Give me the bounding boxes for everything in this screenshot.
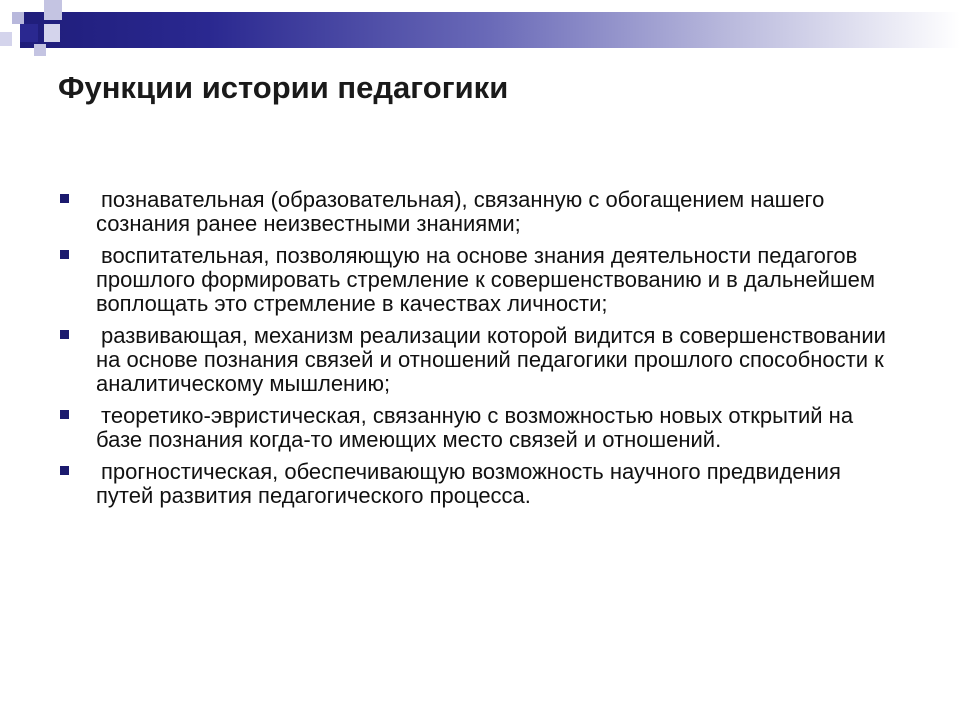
decor-square: [44, 0, 62, 20]
square-bullet-icon: [60, 330, 69, 339]
bullet-list: [58, 188, 888, 516]
list-item: [58, 188, 888, 236]
bullet-text: прогностическая, обеспечивающую возможность научного предвидения путей развития педагогического процесса.: [96, 459, 841, 508]
square-bullet-icon: [60, 466, 69, 475]
square-bullet-icon: [60, 250, 69, 259]
decor-square: [20, 24, 38, 42]
square-bullet-icon: [60, 194, 69, 203]
bullet-text: теоретико-эвристическая, связанную с возможностью новых открытий на базе познания когда-то имеющих место связей и отношений.: [96, 403, 854, 452]
slide-title: Функции истории педагогики: [58, 70, 509, 105]
list-item: [58, 404, 888, 452]
decor-square: [44, 24, 60, 42]
bullet-text: воспитательная, позволяющую на основе знания деятельности педагогов прошлого формировать стремление к совершенствованию и в дальнейшем воплощать это стремление в качествах личности;: [96, 243, 875, 316]
list-item: [58, 244, 888, 316]
bullet-text: познавательная (образовательная), связанную с обогащением нашего сознания ранее неизвестными знаниями;: [96, 187, 825, 236]
decor-square: [34, 44, 46, 56]
list-item: [58, 460, 888, 508]
decor-square: [0, 32, 12, 46]
decor-square: [12, 12, 24, 24]
header-gradient-bar: [20, 12, 960, 48]
list-item: [58, 324, 888, 396]
bullet-text: развивающая, механизм реализации которой видится в совершенствовании на основе познания связей и отношений педагогики прошлого способности к аналитическому мышлению;: [96, 323, 886, 396]
square-bullet-icon: [60, 410, 69, 419]
